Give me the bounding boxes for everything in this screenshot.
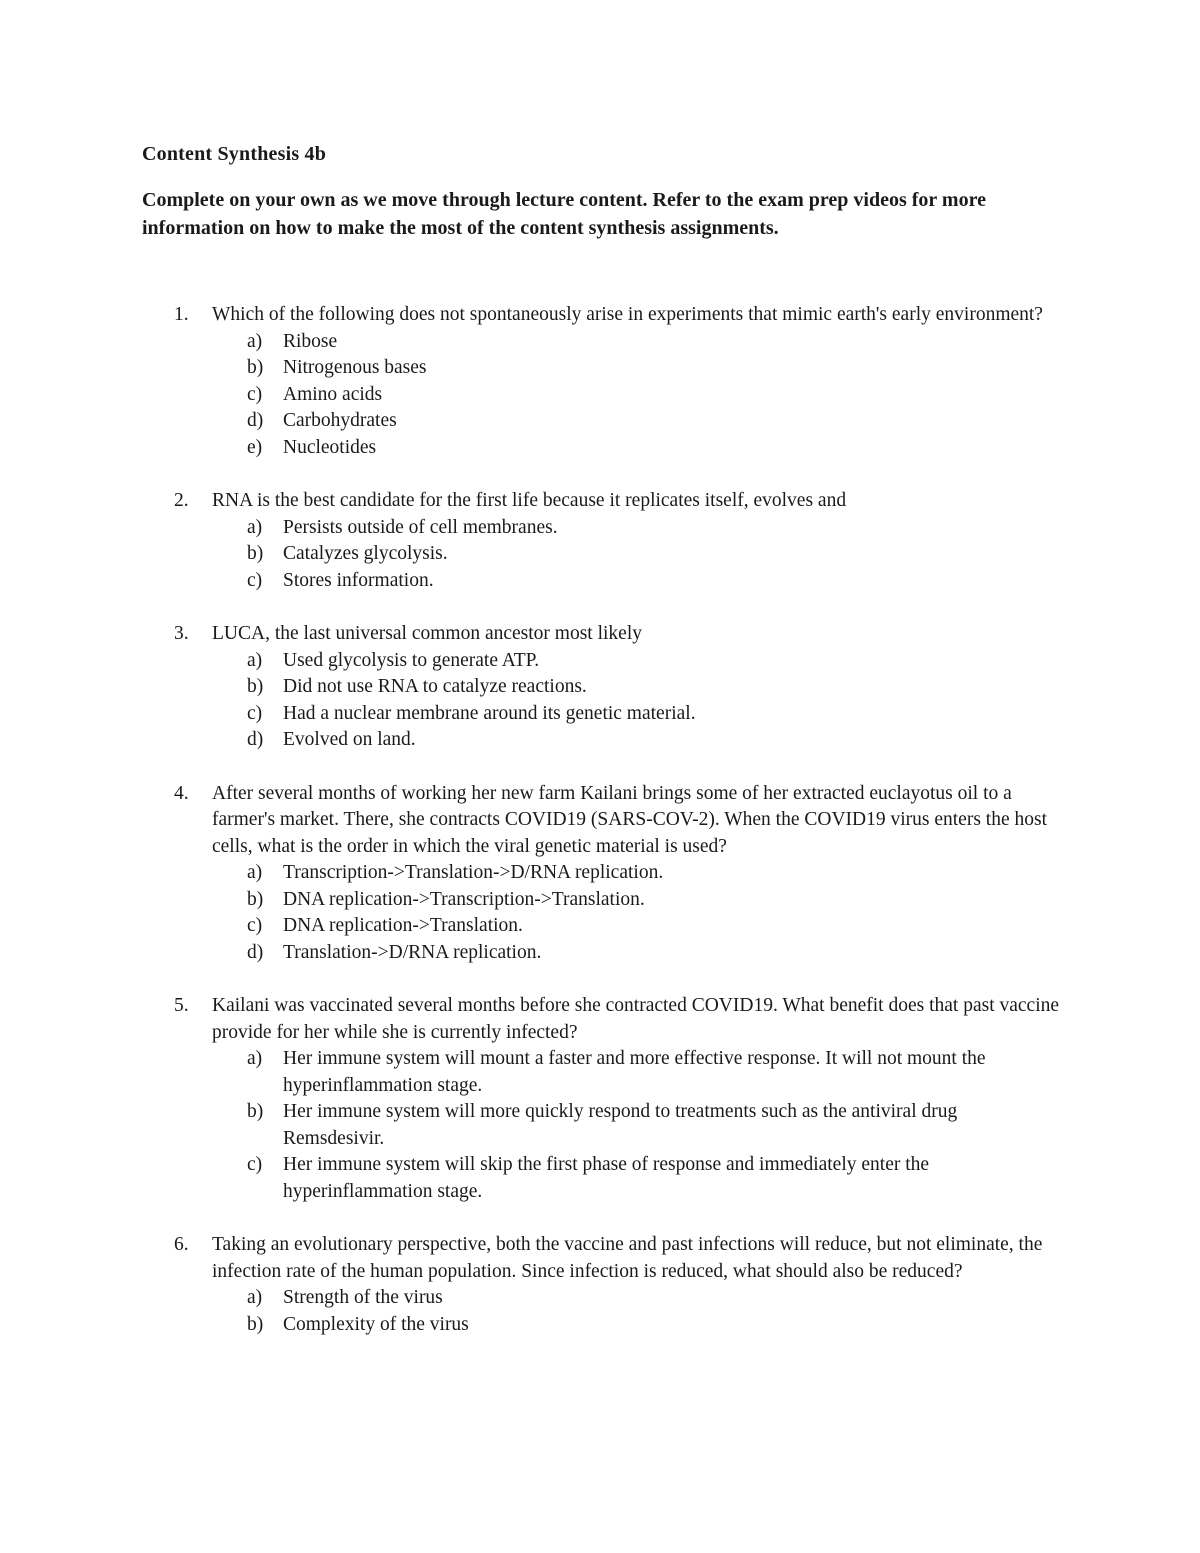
- option-letter: b): [247, 543, 264, 564]
- option-text: Persists outside of cell membranes.: [283, 516, 558, 538]
- option-text: Her immune system will skip the first phase of response and immediately enter the hyperinflammation stage.: [283, 1154, 930, 1202]
- instructions-text: Complete on your own as we move through lecture content. Refer to the exam prep videos for more information on how to make the most of the content synthesis assignments.: [142, 189, 986, 239]
- option-letter: a): [247, 330, 263, 352]
- option-text: Amino acids: [283, 383, 383, 405]
- answer-option: [247, 940, 1043, 967]
- option-text: Nucleotides: [283, 436, 377, 458]
- option-text: Did not use RNA to catalyze reactions.: [283, 676, 587, 697]
- answer-option: [247, 1046, 1043, 1099]
- answer-option: [247, 355, 1043, 382]
- question-text: RNA is the best candidate for the first life because it replicates itself, evolves and: [212, 490, 847, 511]
- option-letter: b): [247, 1101, 264, 1122]
- option-letter: c): [247, 1154, 263, 1175]
- option-text: Complexity of the virus: [283, 1313, 469, 1335]
- answer-options: [0, 648, 1200, 754]
- answer-option: [247, 1099, 1043, 1152]
- option-text: Her immune system will mount a faster and more effective response. It will not mount the hyperinflammation stage.: [283, 1048, 986, 1096]
- answer-option: [247, 329, 1043, 356]
- answer-option: [247, 727, 1043, 754]
- answer-options: [0, 515, 1200, 595]
- answer-options: [0, 1046, 1200, 1205]
- answer-option: [247, 913, 1043, 940]
- option-letter: a): [247, 516, 263, 538]
- question-item: [0, 993, 1200, 1205]
- option-letter: d): [247, 410, 264, 431]
- answer-options: [0, 329, 1200, 462]
- question-item: [0, 621, 1200, 754]
- option-letter: b): [247, 357, 264, 378]
- option-letter: c): [247, 383, 263, 405]
- option-letter: d): [247, 729, 264, 750]
- option-text: DNA replication->Transcription->Translation.: [283, 888, 645, 910]
- question-item: [0, 1232, 1200, 1338]
- option-text: Strength of the virus: [283, 1287, 443, 1308]
- question-text: After several months of working her new farm Kailani brings some of her extracted euclayotus oil to a farmer's market. There, she contracts COVID19 (SARS-COV-2). When the COVID19 virus enters the host cells, what is the order in which the viral genetic material is used?: [212, 782, 1047, 857]
- answer-option: [247, 701, 1043, 728]
- question-text: Kailani was vaccinated several months before she contracted COVID19. What benefit does that past vaccine provide for her while she is currently infected?: [212, 995, 1060, 1043]
- option-letter: b): [247, 888, 264, 910]
- question-item: [0, 302, 1200, 461]
- option-letter: e): [247, 436, 263, 458]
- option-text: Evolved on land.: [283, 729, 416, 750]
- option-letter: c): [247, 915, 263, 936]
- question-number: 2.: [174, 490, 189, 511]
- option-letter: a): [247, 1287, 263, 1308]
- option-text: Used glycolysis to generate ATP.: [283, 649, 540, 671]
- answer-option: [247, 648, 1043, 675]
- answer-option: [247, 435, 1043, 462]
- question-number: 5.: [174, 995, 189, 1016]
- answer-option: [247, 568, 1043, 595]
- option-text: Carbohydrates: [283, 410, 397, 431]
- option-letter: a): [247, 1048, 263, 1069]
- question-number: 1.: [174, 304, 189, 325]
- answer-option: [247, 1285, 1043, 1312]
- answer-option: [247, 1312, 1043, 1339]
- answer-option: [247, 515, 1043, 542]
- question-item: [0, 781, 1200, 967]
- option-text: Ribose: [283, 330, 338, 352]
- option-text: Had a nuclear membrane around its genetic material.: [283, 702, 696, 724]
- answer-option: [247, 887, 1043, 914]
- option-letter: d): [247, 941, 264, 963]
- answer-option: [247, 408, 1043, 435]
- document-title: Content Synthesis 4b: [142, 143, 327, 165]
- answer-options: [0, 1285, 1200, 1338]
- option-text: Transcription->Translation->D/RNA replication.: [283, 862, 664, 883]
- answer-option: [247, 541, 1043, 568]
- answer-option: [247, 1152, 1043, 1205]
- option-letter: b): [247, 1313, 264, 1335]
- answer-option: [247, 674, 1043, 701]
- answer-option: [247, 860, 1043, 887]
- question-list: [0, 302, 1200, 1365]
- question-number: 3.: [174, 623, 189, 644]
- answer-option: [247, 382, 1043, 409]
- question-item: [0, 488, 1200, 594]
- option-text: Catalyzes glycolysis.: [283, 543, 448, 564]
- question-text: Taking an evolutionary perspective, both the vaccine and past infections will reduce, but not eliminate, the infection rate of the human population. Since infection is reduced, what should also be reduced?: [212, 1234, 1043, 1282]
- option-text: Her immune system will more quickly respond to treatments such as the antiviral drug Remsdesivir.: [283, 1101, 958, 1149]
- option-text: Stores information.: [283, 569, 434, 591]
- question-text: LUCA, the last universal common ancestor most likely: [212, 623, 642, 644]
- option-text: Nitrogenous bases: [283, 357, 427, 378]
- question-number: 6.: [174, 1234, 189, 1255]
- question-number: 4.: [174, 782, 189, 804]
- option-text: DNA replication->Translation.: [283, 915, 523, 936]
- option-text: Translation->D/RNA replication.: [283, 941, 542, 963]
- option-letter: a): [247, 649, 263, 671]
- option-letter: b): [247, 676, 264, 697]
- answer-options: [0, 860, 1200, 966]
- option-letter: a): [247, 862, 263, 883]
- option-letter: c): [247, 702, 263, 724]
- option-letter: c): [247, 569, 263, 591]
- question-text: Which of the following does not spontaneously arise in experiments that mimic earth's early environment?: [212, 304, 1043, 325]
